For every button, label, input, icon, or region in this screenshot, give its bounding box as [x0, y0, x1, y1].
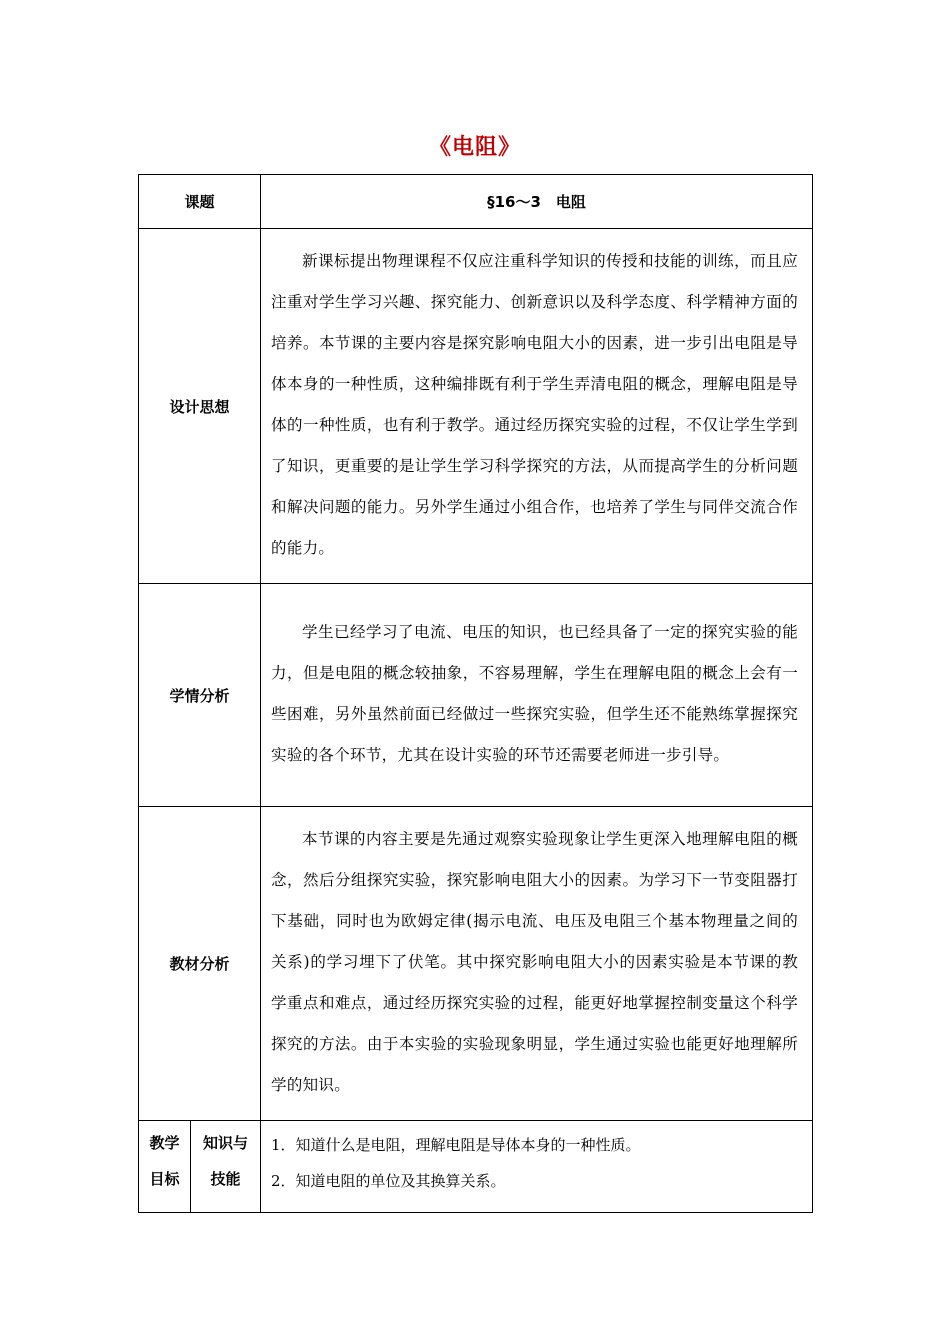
objectives-sublabel-line1: 知识与: [203, 1134, 249, 1152]
objectives-row: [139, 1121, 813, 1213]
objective-item: 1．知道什么是电阻，理解电阻是导体本身的一种性质。: [271, 1136, 641, 1154]
section-label-textbook: 教材分析: [139, 807, 261, 1121]
objectives-label: [139, 1121, 191, 1213]
lesson-plan-table: [138, 174, 813, 1213]
document-title: 《电阻》: [428, 135, 521, 160]
objectives-sublabel: [191, 1121, 261, 1213]
section-row-students: [139, 584, 813, 807]
objective-item: 2．知道电阻的单位及其换算关系。: [271, 1172, 506, 1190]
topic-row: [139, 175, 813, 229]
section-label-students: 学情分析: [139, 584, 261, 807]
topic-label: 课题: [139, 175, 261, 229]
section-content-textbook: [261, 807, 813, 1121]
section-row-textbook: [139, 807, 813, 1121]
section-row-design: [139, 229, 813, 584]
objectives-label-line2: 目标: [149, 1170, 180, 1188]
section-text-design: 新课标提出物理课程不仅应注重科学知识的传授和技能的训练，而且应注重对学生学习兴趣、探究能力、创新意识以及科学态度、科学精神方面的培养。本节课的主要内容是探究影响电阻大小的因素，进一步引出电阻是导体本身的一种性质，这种编排既有利于学生弄清电阻的概念，理解电阻是导体的一种性质，也有利于教学。通过经历探究实验的过程，不仅让学生学到了知识，更重要的是让学生学习科学探究的方法，从而提高学生的分析问题和解决问题的能力。另外学生通过小组合作，也培养了学生与同伴交流合作的能力。: [271, 252, 799, 557]
section-text-students: 学生已经学习了电流、电压的知识，也已经具备了一定的探究实验的能力，但是电阻的概念较抽象，不容易理解，学生在理解电阻的概念上会有一些困难，另外虽然前面已经做过一些探究实验，但学生还不能熟练掌握探究实验的各个环节，尤其在设计实验的环节还需要老师进一步引导。: [271, 623, 799, 764]
section-label-design: 设计思想: [139, 229, 261, 584]
section-content-design: [261, 229, 813, 584]
objectives-sublabel-line2: 技能: [210, 1170, 241, 1188]
objectives-list: [261, 1121, 813, 1213]
section-text-textbook: 本节课的内容主要是先通过观察实验现象让学生更深入地理解电阻的概念，然后分组探究实验，探究影响电阻大小的因素。为学习下一节变阻器打下基础，同时也为欧姆定律(揭示电流、电压及电阻三个基本物理量之间的关系)的学习埋下了伏笔。其中探究影响电阻大小的因素实验是本节课的教学重点和难点，通过经历探究实验的过程，能更好地掌握控制变量这个科学探究的方法。由于本实验的实验现象明显，学生通过实验也能更好地理解所学的知识。: [271, 830, 799, 1094]
topic-value: §16～3 电阻: [261, 175, 813, 229]
section-content-students: [261, 584, 813, 807]
objectives-label-line1: 教学: [149, 1134, 180, 1152]
